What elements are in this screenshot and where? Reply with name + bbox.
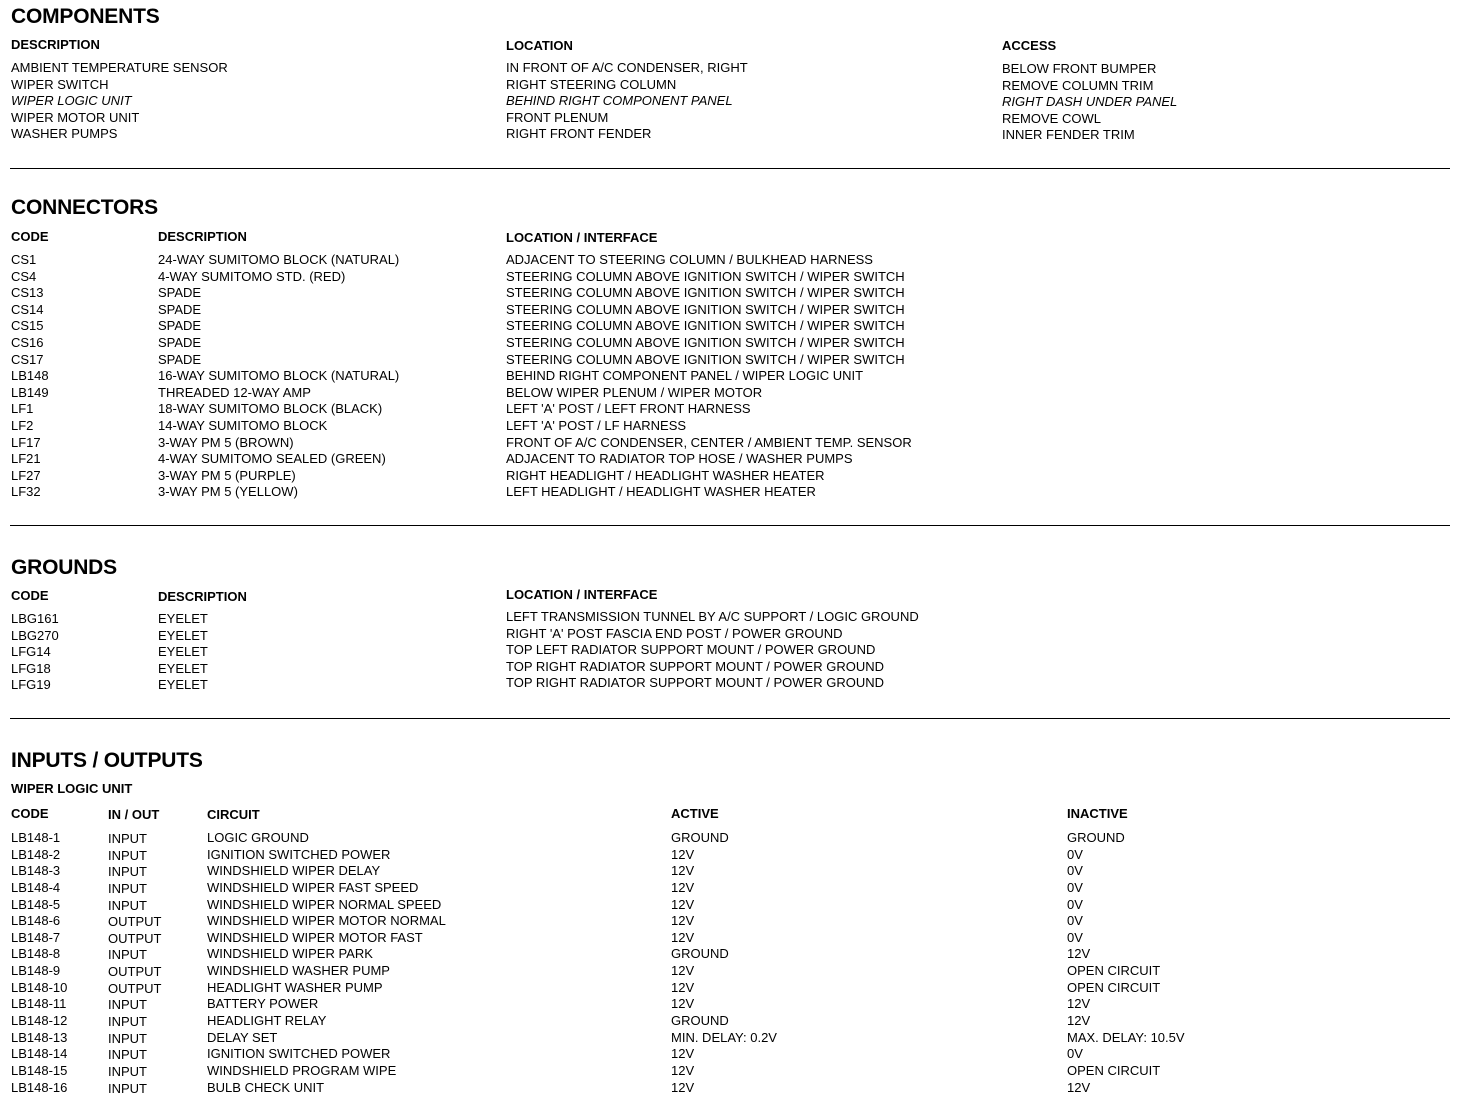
wiper-logic-unit-subtitle: WIPER LOGIC UNIT — [11, 781, 133, 796]
grounds-code-column — [11, 611, 59, 694]
table-cell: 0V — [1067, 913, 1083, 929]
table-cell: STEERING COLUMN ABOVE IGNITION SWITCH / WIPER SWITCH — [506, 285, 905, 301]
table-cell: SPADE — [158, 285, 202, 301]
connectors-location-header: LOCATION / INTERFACE — [506, 230, 658, 245]
table-cell: LB148-9 — [11, 963, 61, 979]
io-circuit-column — [207, 830, 446, 1096]
table-cell: BELOW FRONT BUMPER — [1002, 61, 1157, 76]
table-cell: OUTPUT — [108, 930, 162, 946]
table-cell: SPADE — [158, 351, 202, 367]
table-cell: RIGHT FRONT FENDER — [506, 126, 652, 142]
table-cell: 16-WAY SUMITOMO BLOCK (NATURAL) — [158, 368, 400, 384]
table-cell: OUTPUT — [108, 964, 162, 980]
table-cell: 12V — [671, 879, 695, 895]
table-cell: FRONT OF A/C CONDENSER, CENTER / AMBIENT TEMP. SENSOR — [506, 434, 912, 450]
table-cell: ADJACENT TO RADIATOR TOP HOSE / WASHER PUMPS — [506, 451, 853, 467]
table-cell: IN FRONT OF A/C CONDENSER, RIGHT — [506, 60, 748, 75]
connectors-title: CONNECTORS — [11, 196, 158, 219]
table-cell: 0V — [1067, 879, 1083, 895]
table-cell: WINDSHIELD WIPER MOTOR FAST — [207, 929, 423, 945]
table-cell: 12V — [1067, 996, 1091, 1012]
table-cell: 12V — [671, 846, 695, 862]
io-inactive-header: INACTIVE — [1067, 806, 1128, 821]
grounds-code-header: CODE — [11, 588, 49, 603]
table-cell: WINDSHIELD WIPER PARK — [207, 946, 373, 962]
table-cell: INPUT — [108, 1063, 147, 1079]
table-cell: BEHIND RIGHT COMPONENT PANEL / WIPER LOGIC UNIT — [506, 368, 864, 384]
table-cell: LEFT 'A' POST / LEFT FRONT HARNESS — [506, 401, 751, 417]
table-cell: WIPER LOGIC UNIT — [11, 93, 132, 109]
table-cell: RIGHT 'A' POST FASCIA END POST / POWER GROUND — [506, 625, 843, 641]
table-cell: LB149 — [11, 384, 49, 400]
table-cell: STEERING COLUMN ABOVE IGNITION SWITCH / WIPER SWITCH — [506, 318, 905, 334]
connectors-description-header: DESCRIPTION — [158, 229, 247, 244]
table-cell: LEFT HEADLIGHT / HEADLIGHT WASHER HEATER — [506, 484, 816, 500]
table-cell: 12V — [671, 913, 695, 929]
section-divider — [10, 525, 1450, 526]
table-cell: LF1 — [11, 401, 34, 417]
grounds-title: GROUNDS — [11, 556, 117, 579]
table-cell: WINDSHIELD PROGRAM WIPE — [207, 1062, 397, 1078]
table-cell: 3-WAY PM 5 (PURPLE) — [158, 467, 296, 483]
table-cell: 3-WAY PM 5 (BROWN) — [158, 434, 294, 450]
table-cell: CS13 — [11, 285, 44, 301]
table-cell: LB148-14 — [11, 1046, 68, 1062]
grounds-location-column — [506, 609, 919, 692]
table-cell: CS14 — [11, 301, 44, 317]
table-cell: 12V — [671, 929, 695, 945]
components-access-column — [1002, 61, 1177, 144]
table-cell: WINDSHIELD WASHER PUMP — [207, 963, 390, 979]
table-cell: LF2 — [11, 417, 34, 433]
table-cell: IGNITION SWITCHED POWER — [207, 846, 391, 862]
table-cell: 0V — [1067, 846, 1083, 862]
table-cell: BULB CHECK UNIT — [207, 1079, 325, 1095]
io-code-header: CODE — [11, 806, 49, 821]
table-cell: LFG14 — [11, 644, 51, 660]
table-cell: 12V — [671, 1079, 695, 1095]
grounds-description-column — [158, 611, 208, 694]
table-cell: GROUND — [671, 830, 729, 845]
table-cell: OUTPUT — [108, 914, 162, 930]
table-cell: HEADLIGHT RELAY — [207, 1013, 327, 1029]
table-cell: INPUT — [108, 897, 147, 913]
table-cell: 12V — [671, 896, 695, 912]
components-title: COMPONENTS — [11, 5, 160, 28]
grounds-location-header: LOCATION / INTERFACE — [506, 587, 658, 602]
table-cell: 12V — [1067, 1079, 1091, 1095]
table-cell: INPUT — [108, 831, 147, 846]
table-cell: OPEN CIRCUIT — [1067, 979, 1161, 995]
connectors-description-column — [158, 252, 399, 501]
table-cell: THREADED 12-WAY AMP — [158, 384, 311, 400]
table-cell: LB148-11 — [11, 996, 67, 1012]
io-active-header: ACTIVE — [671, 806, 719, 821]
table-cell: TOP LEFT RADIATOR SUPPORT MOUNT / POWER GROUND — [506, 642, 876, 658]
table-cell: EYELET — [158, 660, 208, 676]
table-cell: LF21 — [11, 451, 41, 467]
table-cell: MIN. DELAY: 0.2V — [671, 1029, 777, 1045]
table-cell: WINDSHIELD WIPER NORMAL SPEED — [207, 896, 442, 912]
table-cell: LB148-8 — [11, 946, 61, 962]
table-cell: AMBIENT TEMPERATURE SENSOR — [11, 60, 228, 75]
components-access-header: ACCESS — [1002, 38, 1057, 53]
components-description-header: DESCRIPTION — [11, 37, 100, 52]
io-inout-column — [108, 831, 161, 1097]
table-cell: WINDSHIELD WIPER MOTOR NORMAL — [207, 913, 446, 929]
table-cell: 12V — [671, 1046, 695, 1062]
table-cell: EYELET — [158, 644, 208, 660]
table-cell: FRONT PLENUM — [506, 109, 609, 125]
table-cell: IGNITION SWITCHED POWER — [207, 1046, 391, 1062]
table-cell: INPUT — [108, 1030, 147, 1046]
table-cell: WIPER SWITCH — [11, 76, 109, 92]
inputs-outputs-title: INPUTS / OUTPUTS — [11, 749, 203, 772]
table-cell: INPUT — [108, 1080, 147, 1096]
table-cell: ADJACENT TO STEERING COLUMN / BULKHEAD HARNESS — [506, 252, 873, 267]
table-cell: SPADE — [158, 318, 202, 334]
table-cell: 24-WAY SUMITOMO BLOCK (NATURAL) — [158, 252, 400, 267]
table-cell: EYELET — [158, 627, 208, 643]
table-cell: STEERING COLUMN ABOVE IGNITION SWITCH / WIPER SWITCH — [506, 301, 905, 317]
grounds-description-header: DESCRIPTION — [158, 589, 247, 604]
table-cell: INNER FENDER TRIM — [1002, 127, 1135, 143]
table-cell: TOP RIGHT RADIATOR SUPPORT MOUNT / POWER GROUND — [506, 675, 885, 691]
table-cell: INPUT — [108, 864, 147, 880]
table-cell: CS15 — [11, 318, 44, 334]
table-cell: GROUND — [671, 1013, 729, 1029]
table-cell: LB148-16 — [11, 1079, 68, 1095]
table-cell: 12V — [1067, 1013, 1091, 1029]
table-cell: 0V — [1067, 1046, 1083, 1062]
table-cell: INPUT — [108, 1014, 147, 1030]
table-cell: STEERING COLUMN ABOVE IGNITION SWITCH / WIPER SWITCH — [506, 334, 905, 350]
table-cell: LB148-10 — [11, 979, 68, 995]
table-cell: LB148-3 — [11, 863, 61, 879]
table-cell: OUTPUT — [108, 980, 162, 996]
table-cell: LB148-1 — [11, 830, 61, 845]
table-cell: BELOW WIPER PLENUM / WIPER MOTOR — [506, 384, 763, 400]
table-cell: 0V — [1067, 929, 1083, 945]
table-cell: 18-WAY SUMITOMO BLOCK (BLACK) — [158, 401, 383, 417]
section-divider — [10, 718, 1450, 719]
table-cell: LB148 — [11, 368, 49, 384]
table-cell: CS17 — [11, 351, 44, 367]
table-cell: LB148-5 — [11, 896, 61, 912]
table-cell: INPUT — [108, 847, 147, 863]
table-cell: LB148-13 — [11, 1029, 68, 1045]
table-cell: LB148-7 — [11, 929, 61, 945]
table-cell: DELAY SET — [207, 1029, 278, 1045]
table-cell: BATTERY POWER — [207, 996, 319, 1012]
components-location-column — [506, 60, 748, 143]
table-cell: OPEN CIRCUIT — [1067, 1062, 1161, 1078]
table-cell: HEADLIGHT WASHER PUMP — [207, 979, 383, 995]
connectors-code-column — [11, 252, 49, 501]
io-circuit-header: CIRCUIT — [207, 807, 260, 822]
table-cell: INPUT — [108, 1047, 147, 1063]
table-cell: LB148-12 — [11, 1013, 68, 1029]
table-cell: LBG270 — [11, 627, 59, 643]
table-cell: LF17 — [11, 434, 41, 450]
table-cell: CS4 — [11, 268, 37, 284]
table-cell: CS16 — [11, 334, 44, 350]
table-cell: 14-WAY SUMITOMO BLOCK — [158, 417, 328, 433]
table-cell: LF27 — [11, 467, 41, 483]
table-cell: LOGIC GROUND — [207, 830, 309, 845]
table-cell: LF32 — [11, 484, 41, 500]
table-cell: RIGHT HEADLIGHT / HEADLIGHT WASHER HEATER — [506, 467, 825, 483]
io-code-column — [11, 830, 67, 1096]
table-cell: LFG18 — [11, 660, 51, 676]
table-cell: LB148-15 — [11, 1062, 68, 1078]
table-cell: WIPER MOTOR UNIT — [11, 109, 140, 125]
table-cell: 12V — [671, 863, 695, 879]
table-cell: LB148-4 — [11, 879, 61, 895]
table-cell: OPEN CIRCUIT — [1067, 963, 1161, 979]
section-divider — [10, 168, 1450, 169]
table-cell: GROUND — [671, 946, 729, 962]
table-cell: WASHER PUMPS — [11, 126, 118, 142]
table-cell: REMOVE COLUMN TRIM — [1002, 77, 1154, 93]
table-cell: LFG19 — [11, 677, 51, 693]
table-cell: STEERING COLUMN ABOVE IGNITION SWITCH / WIPER SWITCH — [506, 268, 905, 284]
table-cell: 3-WAY PM 5 (YELLOW) — [158, 484, 298, 500]
table-cell: 0V — [1067, 863, 1083, 879]
table-cell: CS1 — [11, 252, 37, 267]
table-cell: REMOVE COWL — [1002, 110, 1101, 126]
table-cell: 0V — [1067, 896, 1083, 912]
connectors-location-column — [506, 252, 912, 501]
table-cell: WINDSHIELD WIPER FAST SPEED — [207, 879, 419, 895]
table-cell: 12V — [671, 963, 695, 979]
table-cell: SPADE — [158, 301, 202, 317]
io-active-column — [671, 830, 777, 1096]
table-cell: LEFT 'A' POST / LF HARNESS — [506, 417, 687, 433]
table-cell: LB148-2 — [11, 846, 61, 862]
table-cell: SPADE — [158, 334, 202, 350]
table-cell: 12V — [671, 1062, 695, 1078]
table-cell: 4-WAY SUMITOMO SEALED (GREEN) — [158, 451, 386, 467]
components-location-header: LOCATION — [506, 38, 573, 53]
connectors-code-header: CODE — [11, 229, 49, 244]
table-cell: STEERING COLUMN ABOVE IGNITION SWITCH / WIPER SWITCH — [506, 351, 905, 367]
components-description-column — [11, 60, 228, 143]
table-cell: INPUT — [108, 880, 147, 896]
table-cell: 12V — [671, 996, 695, 1012]
table-cell: INPUT — [108, 997, 147, 1013]
table-cell: LB148-6 — [11, 913, 61, 929]
table-cell: MAX. DELAY: 10.5V — [1067, 1029, 1185, 1045]
table-cell: EYELET — [158, 677, 208, 693]
table-cell: RIGHT STEERING COLUMN — [506, 76, 677, 92]
table-cell: TOP RIGHT RADIATOR SUPPORT MOUNT / POWER GROUND — [506, 658, 885, 674]
table-cell: RIGHT DASH UNDER PANEL — [1002, 94, 1178, 110]
table-cell: INPUT — [108, 947, 147, 963]
table-cell: EYELET — [158, 611, 208, 626]
table-cell: BEHIND RIGHT COMPONENT PANEL — [506, 93, 733, 109]
io-inout-header: IN / OUT — [108, 807, 160, 822]
table-cell: 4-WAY SUMITOMO STD. (RED) — [158, 268, 346, 284]
table-cell: 12V — [671, 979, 695, 995]
table-cell: WINDSHIELD WIPER DELAY — [207, 863, 381, 879]
table-cell: GROUND — [1067, 830, 1125, 845]
io-inactive-column — [1067, 830, 1185, 1096]
table-cell: 12V — [1067, 946, 1091, 962]
table-cell: LEFT TRANSMISSION TUNNEL BY A/C SUPPORT / LOGIC GROUND — [506, 609, 919, 624]
table-cell: LBG161 — [11, 611, 59, 626]
